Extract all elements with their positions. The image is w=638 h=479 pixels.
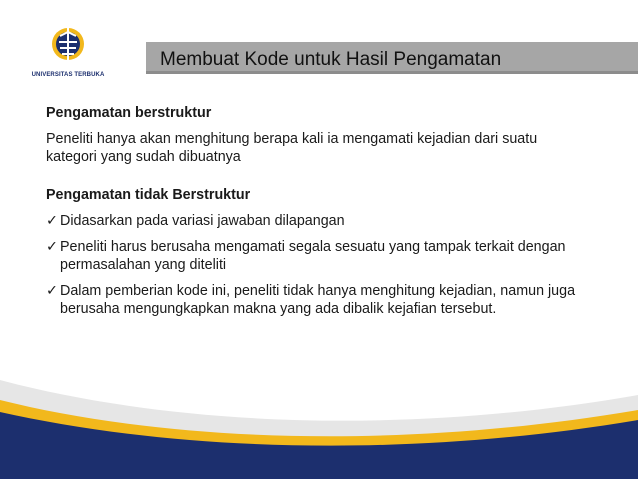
list-item <box>46 238 586 274</box>
section-heading-unstructured: Pengamatan tidak Berstruktur <box>46 187 251 203</box>
check-mark-icon: ✓ <box>46 283 58 299</box>
check-mark-icon: ✓ <box>46 239 58 255</box>
check-mark-icon: ✓ <box>46 213 58 229</box>
list-item-text: Peneliti harus berusaha mengamati segala sesuatu yang tampak terkait dengan permasalahan yang diteliti <box>60 239 566 273</box>
list-item-text: Dalam pemberian kode ini, peneliti tidak hanya menghitung kejadian, namun juga berusaha mengungkapkan makna yang ada dibalik kejafian tersebut. <box>60 283 576 317</box>
slide-content <box>46 104 586 318</box>
title-bar <box>146 42 638 74</box>
section-text-structured: Peneliti hanya akan menghitung berapa kali ia mengamati kejadian dari suatu kategori yang sudah dibuatnya <box>46 131 538 165</box>
section-heading-structured: Pengamatan berstruktur <box>46 105 212 121</box>
list-item <box>46 212 586 230</box>
logo-text: UNIVERSITAS TERBUKA <box>31 72 105 78</box>
list-item-text: Didasarkan pada variasi jawaban dilapangan <box>60 213 345 229</box>
university-logo <box>22 22 114 84</box>
logo-emblem-icon <box>50 22 86 70</box>
page-title: Membuat Kode untuk Hasil Pengamatan <box>160 49 502 70</box>
list-item <box>46 282 586 318</box>
